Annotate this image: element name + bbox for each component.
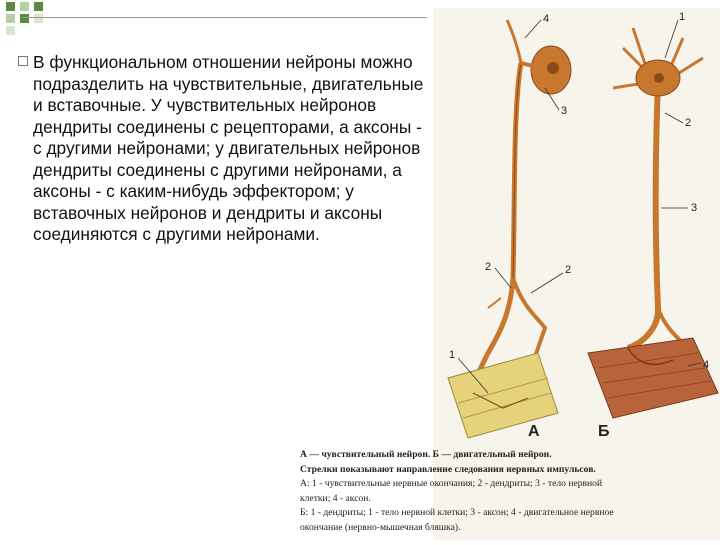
muscle-tissue: [588, 338, 718, 418]
label-a-1: 1: [449, 349, 456, 361]
label-a-4: 4: [543, 13, 550, 25]
caption-line-3: А: 1 - чувствительные нервные окончания; 2 - дендриты; 3 - тело нервной: [300, 478, 603, 489]
label-b-2: 2: [685, 117, 692, 129]
caption-line-5: Б: 1 - дендриты; 1 - тело нервной клетки; 3 - аксон; 4 - двигательное нервное: [300, 507, 614, 518]
caption-line-1: А — чувствительный нейрон. Б — двигательный нейрон.: [300, 449, 552, 460]
slide-body-text: В функциональном отношении нейроны можно подразделить на чувствительные, двигательные и вставочные. У чувствительных нейронов дендриты соединены с рецепторами, а аксоны - с другими нейронами; у двигательных нейронов дендриты соединены с другими нейронами, а аксоны - с каким-нибудь эффектором; у вставочных нейронов и дендриты и аксоны соединяются с другими нейронами.: [33, 52, 424, 244]
label-a-2-right: 2: [565, 264, 572, 276]
caption-line-4: клетки; 4 - аксон.: [300, 492, 371, 504]
caption-line-6: окончание (нервно-мышечная бляшка).: [300, 521, 461, 533]
motor-neuron: [613, 28, 703, 348]
header-divider: [22, 17, 427, 18]
label-a-letter: А: [528, 423, 540, 440]
caption-line-2: Стрелки показывают направление следования нервных импульсов.: [300, 463, 596, 475]
figure-caption: [300, 448, 705, 535]
label-b-4: 4: [703, 359, 710, 371]
label-a-2-left: 2: [485, 261, 492, 273]
bullet-icon: [18, 56, 28, 66]
label-a-3: 3: [561, 105, 568, 117]
label-b-1: 1: [679, 11, 686, 23]
label-b-3: 3: [691, 202, 698, 214]
label-b-letter: Б: [598, 423, 610, 440]
slide-corner-decoration: [0, 0, 60, 40]
